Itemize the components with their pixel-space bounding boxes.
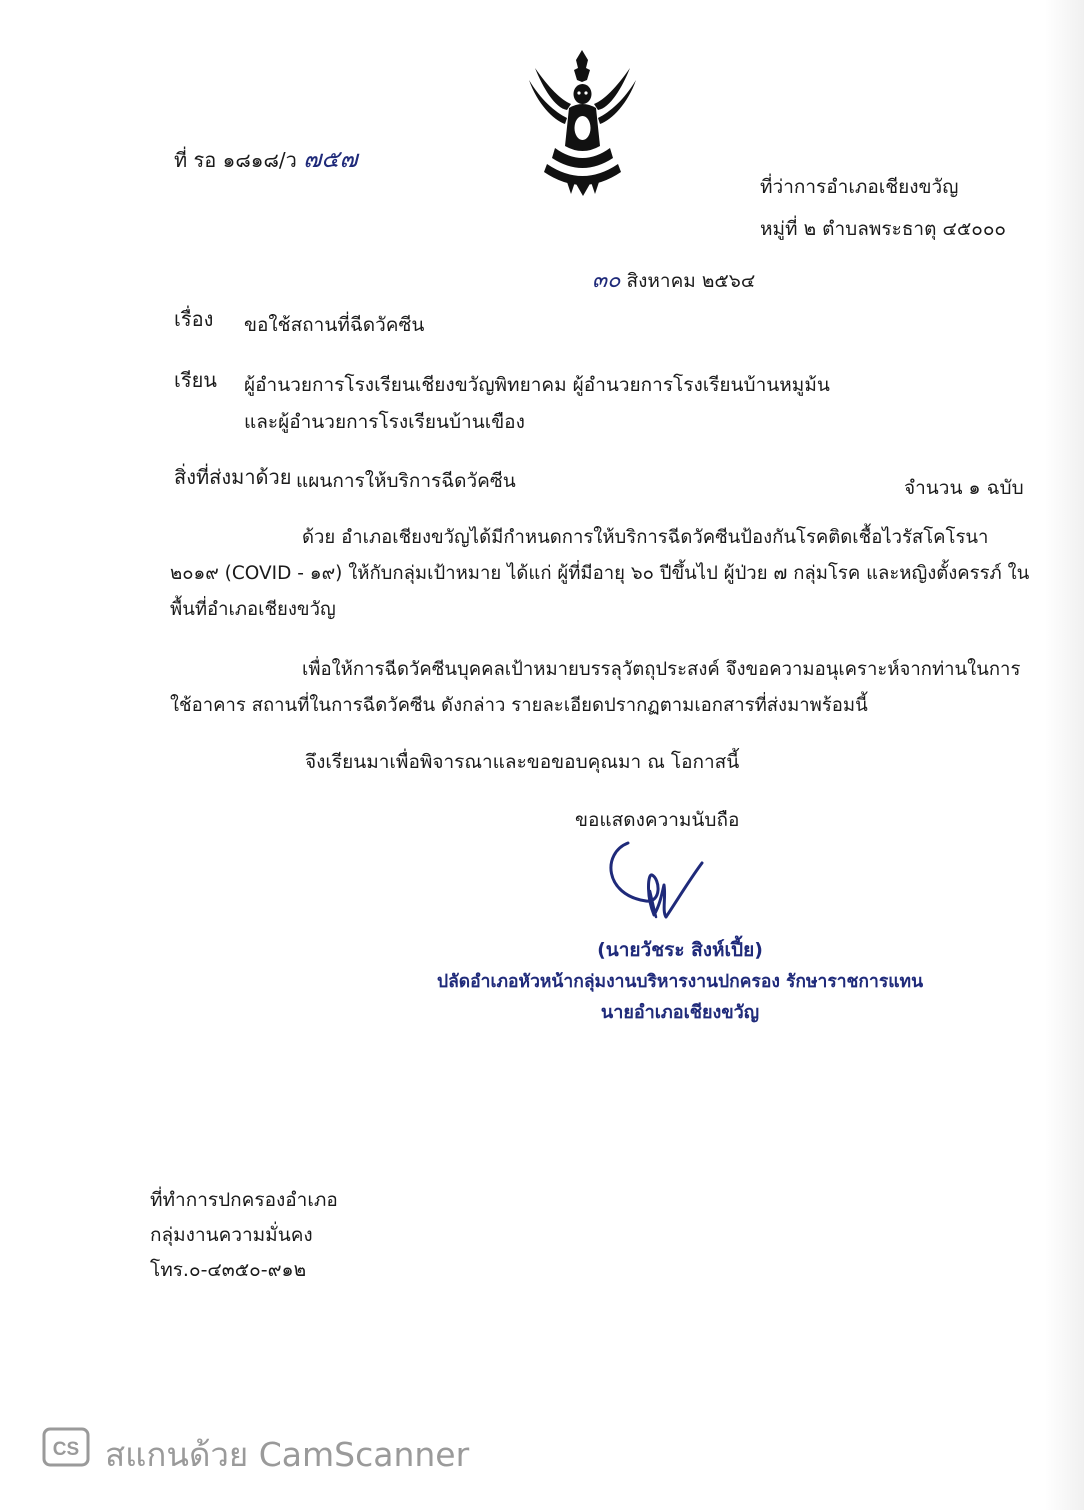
subject-label: เรื่อง bbox=[174, 307, 214, 331]
camscanner-logo-text: CS bbox=[52, 1439, 80, 1460]
office-address: หมู่ที่ ๒ ตำบลพระธาตุ ๔๕๐๐๐ bbox=[760, 218, 1007, 240]
reference-handwritten-number: ๗๕๗ bbox=[303, 145, 358, 173]
recipient-label: เรียน bbox=[174, 368, 217, 392]
handwritten-signature-icon bbox=[600, 835, 710, 925]
footer-department: กลุ่มงานความมั่นคง bbox=[150, 1224, 313, 1246]
garuda-emblem-icon bbox=[525, 48, 640, 198]
footer-office: ที่ทำการปกครองอำเภอ bbox=[150, 1189, 338, 1211]
camscanner-watermark-text: สแกนด้วย CamScanner bbox=[105, 1435, 470, 1474]
letter-date bbox=[592, 262, 755, 297]
enclosure-label: สิ่งที่ส่งมาด้วย bbox=[174, 465, 292, 489]
office-name: ที่ว่าการอำเภอเชียงขวัญ bbox=[760, 176, 959, 198]
enclosure-text: แผนการให้บริการฉีดวัคซีน bbox=[296, 470, 516, 492]
footer-phone: โทร.๐-๔๓๕๐-๙๑๒ bbox=[150, 1259, 307, 1281]
body-paragraph-1: ด้วย อำเภอเชียงขวัญได้มีกำหนดการให้บริการฉีดวัคซีนป้องกันโรคติดเชื้อไวรัสโคโรนา ๒๐๑๙ (COVID - ๑๙) ให้กับกลุ่มเป้าหมาย ได้แก่ ผู้ที่มีอายุ ๖๐ ปีขึ้นไป ผู้ป่วย ๗ กลุ่มโรค และหญิงตั้งครรภ์ ในพื้นที่อำเภอเชียงขวัญ bbox=[170, 527, 1030, 620]
scan-edge-shadow bbox=[1044, 0, 1084, 1510]
subject-text: ขอใช้สถานที่ฉีดวัคซีน bbox=[244, 314, 425, 336]
date-month-year: สิงหาคม ๒๕๖๔ bbox=[626, 270, 756, 292]
closing-phrase: ขอแสดงความนับถือ bbox=[575, 809, 740, 831]
body-paragraph-2: เพื่อให้การฉีดวัคซีนบุคคลเป้าหมายบรรลุวัตถุประสงค์ จึงขอความอนุเคราะห์จากท่านในการใช้อาคาร สถานที่ในการฉีดวัคซีน ดังกล่าว รายละเอียดปรากฏตามเอกสารที่ส่งมาพร้อมนี้ bbox=[170, 659, 1021, 716]
signatory-position-2: นายอำเภอเชียงขวัญ bbox=[600, 1002, 760, 1023]
date-handwritten-day: ๓๐ bbox=[592, 268, 621, 293]
enclosure-count: จำนวน ๑ ฉบับ bbox=[904, 477, 1024, 499]
signatory-name: (นายวัชระ สิงห์เปี้ย) bbox=[597, 939, 763, 961]
body-paragraph-3: จึงเรียนมาเพื่อพิจารณาและขอขอบคุณมา ณ โอกาสนี้ bbox=[305, 751, 740, 773]
recipient-line-1: ผู้อำนวยการโรงเรียนเชียงขวัญพิทยาคม ผู้อำนวยการโรงเรียนบ้านหมูม้น bbox=[244, 374, 830, 396]
camscanner-logo-icon bbox=[42, 1427, 90, 1467]
signatory-position-1: ปลัดอำเภอหัวหน้ากลุ่มงานบริหารงานปกครอง รักษาราชการแทน bbox=[436, 972, 924, 992]
recipient-line-2: และผู้อำนวยการโรงเรียนบ้านเขือง bbox=[244, 411, 525, 433]
reference-number bbox=[174, 139, 358, 178]
reference-prefix: ที่ รอ ๑๘๑๘/ว bbox=[174, 148, 297, 172]
